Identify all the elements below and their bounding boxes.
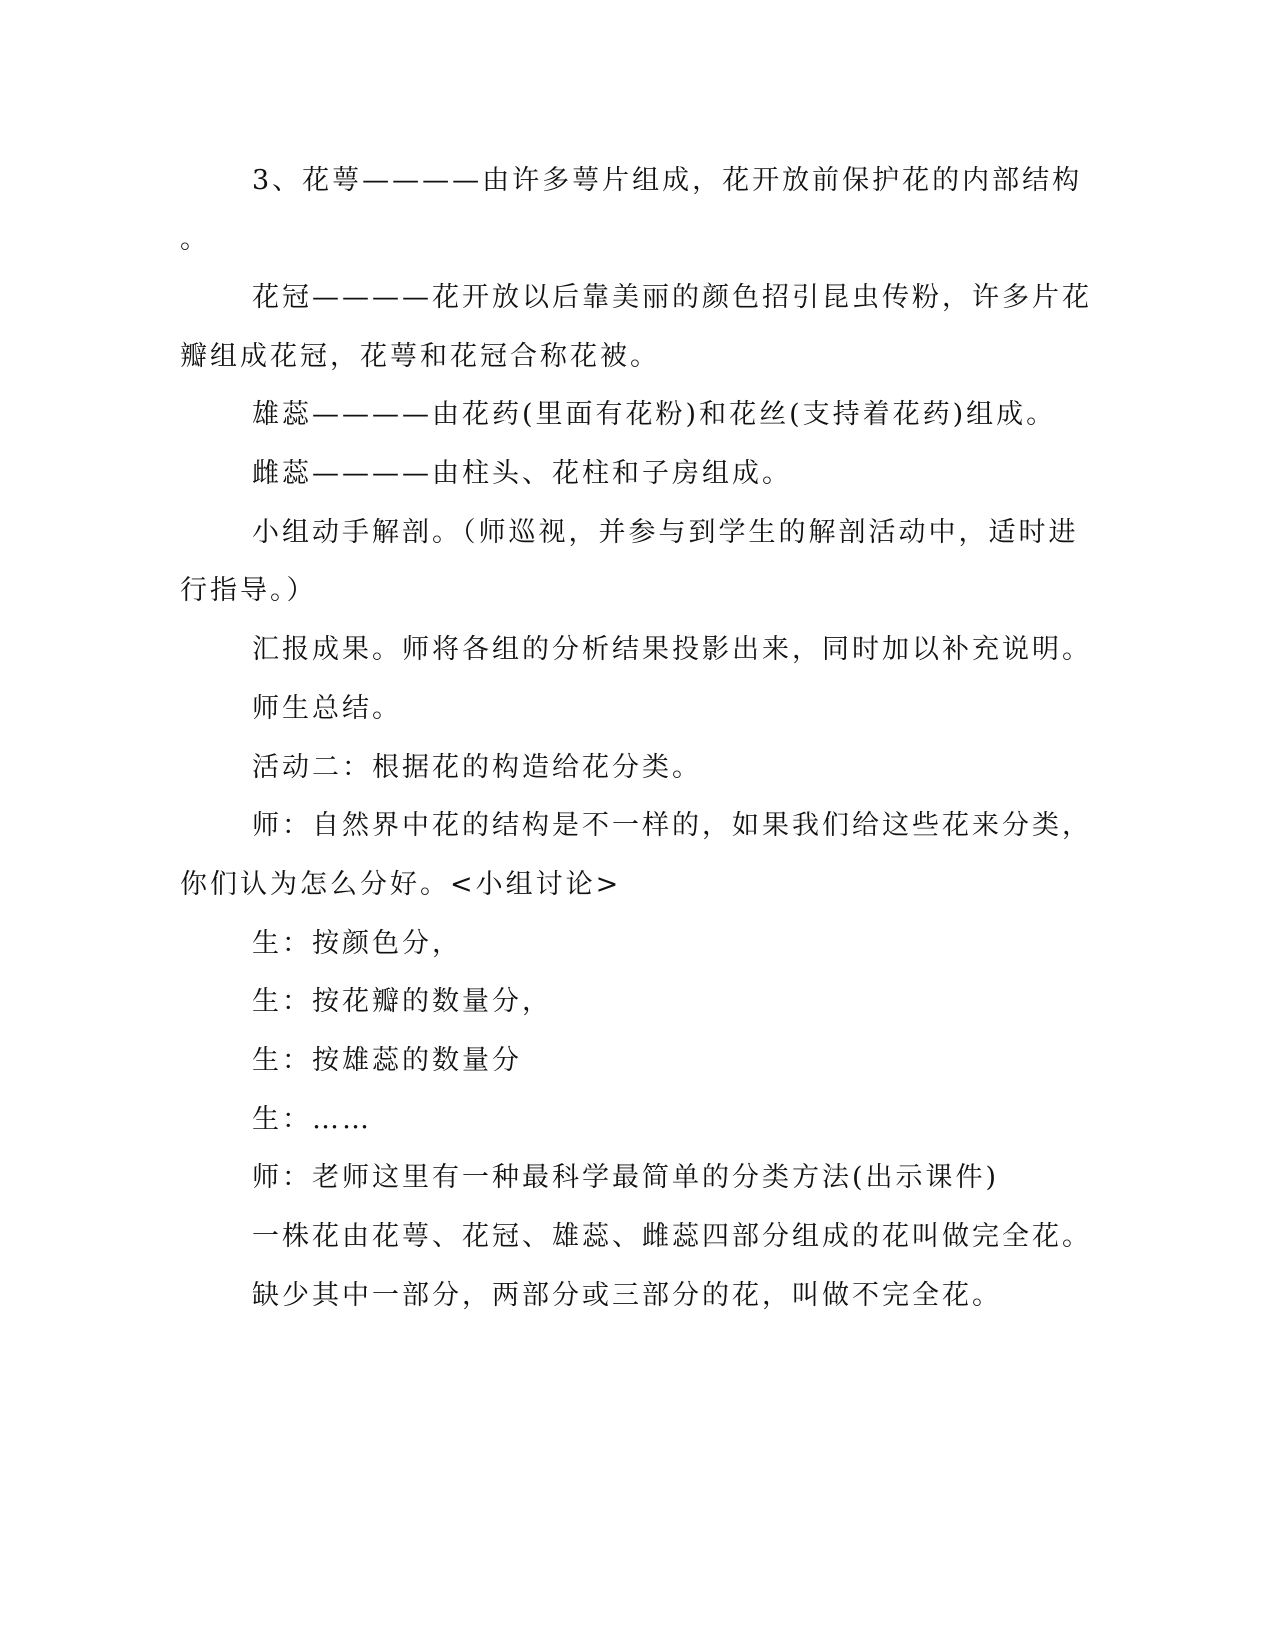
paragraph-line: 生：按颜色分， [252, 928, 462, 959]
paragraph-line: 雌蕊————由柱头、花柱和子房组成。 [252, 458, 792, 489]
paragraph-line: 师：老师这里有一种最科学最简单的分类方法(出示课件) [252, 1162, 1000, 1193]
paragraph-line: 师：自然界中花的结构是不一样的，如果我们给这些花来分类， [252, 810, 1092, 841]
paragraph-line: 生：…… [252, 1104, 372, 1135]
paragraph-line: 行指导。） [180, 575, 317, 606]
paragraph-line: 雄蕊————由花药(里面有花粉)和花丝(支持着花药)组成。 [252, 399, 1057, 430]
paragraph-line: 生：按花瓣的数量分， [252, 986, 552, 1017]
paragraph-line: 小组动手解剖。（师巡视，并参与到学生的解剖活动中，适时进 [252, 517, 1079, 548]
paragraph-line: 花冠————花开放以后靠美丽的颜色招引昆虫传粉，许多片花 [252, 282, 1092, 313]
paragraph-line: 你们认为怎么分好。<小组讨论> [180, 869, 622, 900]
paragraph-line: 。 [180, 224, 210, 255]
paragraph-line: 缺少其中一部分，两部分或三部分的花，叫做不完全花。 [252, 1280, 1002, 1311]
paragraph-line: 一株花由花萼、花冠、雄蕊、雌蕊四部分组成的花叫做完全花。 [252, 1221, 1092, 1252]
paragraph-line: 师生总结。 [252, 693, 402, 724]
paragraph-line: 汇报成果。师将各组的分析结果投影出来，同时加以补充说明。 [252, 634, 1092, 665]
paragraph-line: 活动二：根据花的构造给花分类。 [252, 752, 702, 783]
paragraph-line: 3、花萼————由许多萼片组成，花开放前保护花的内部结构 [252, 165, 1083, 196]
paragraph-line: 生：按雄蕊的数量分 [252, 1045, 522, 1076]
paragraph-line: 瓣组成花冠，花萼和花冠合称花被。 [180, 341, 660, 372]
